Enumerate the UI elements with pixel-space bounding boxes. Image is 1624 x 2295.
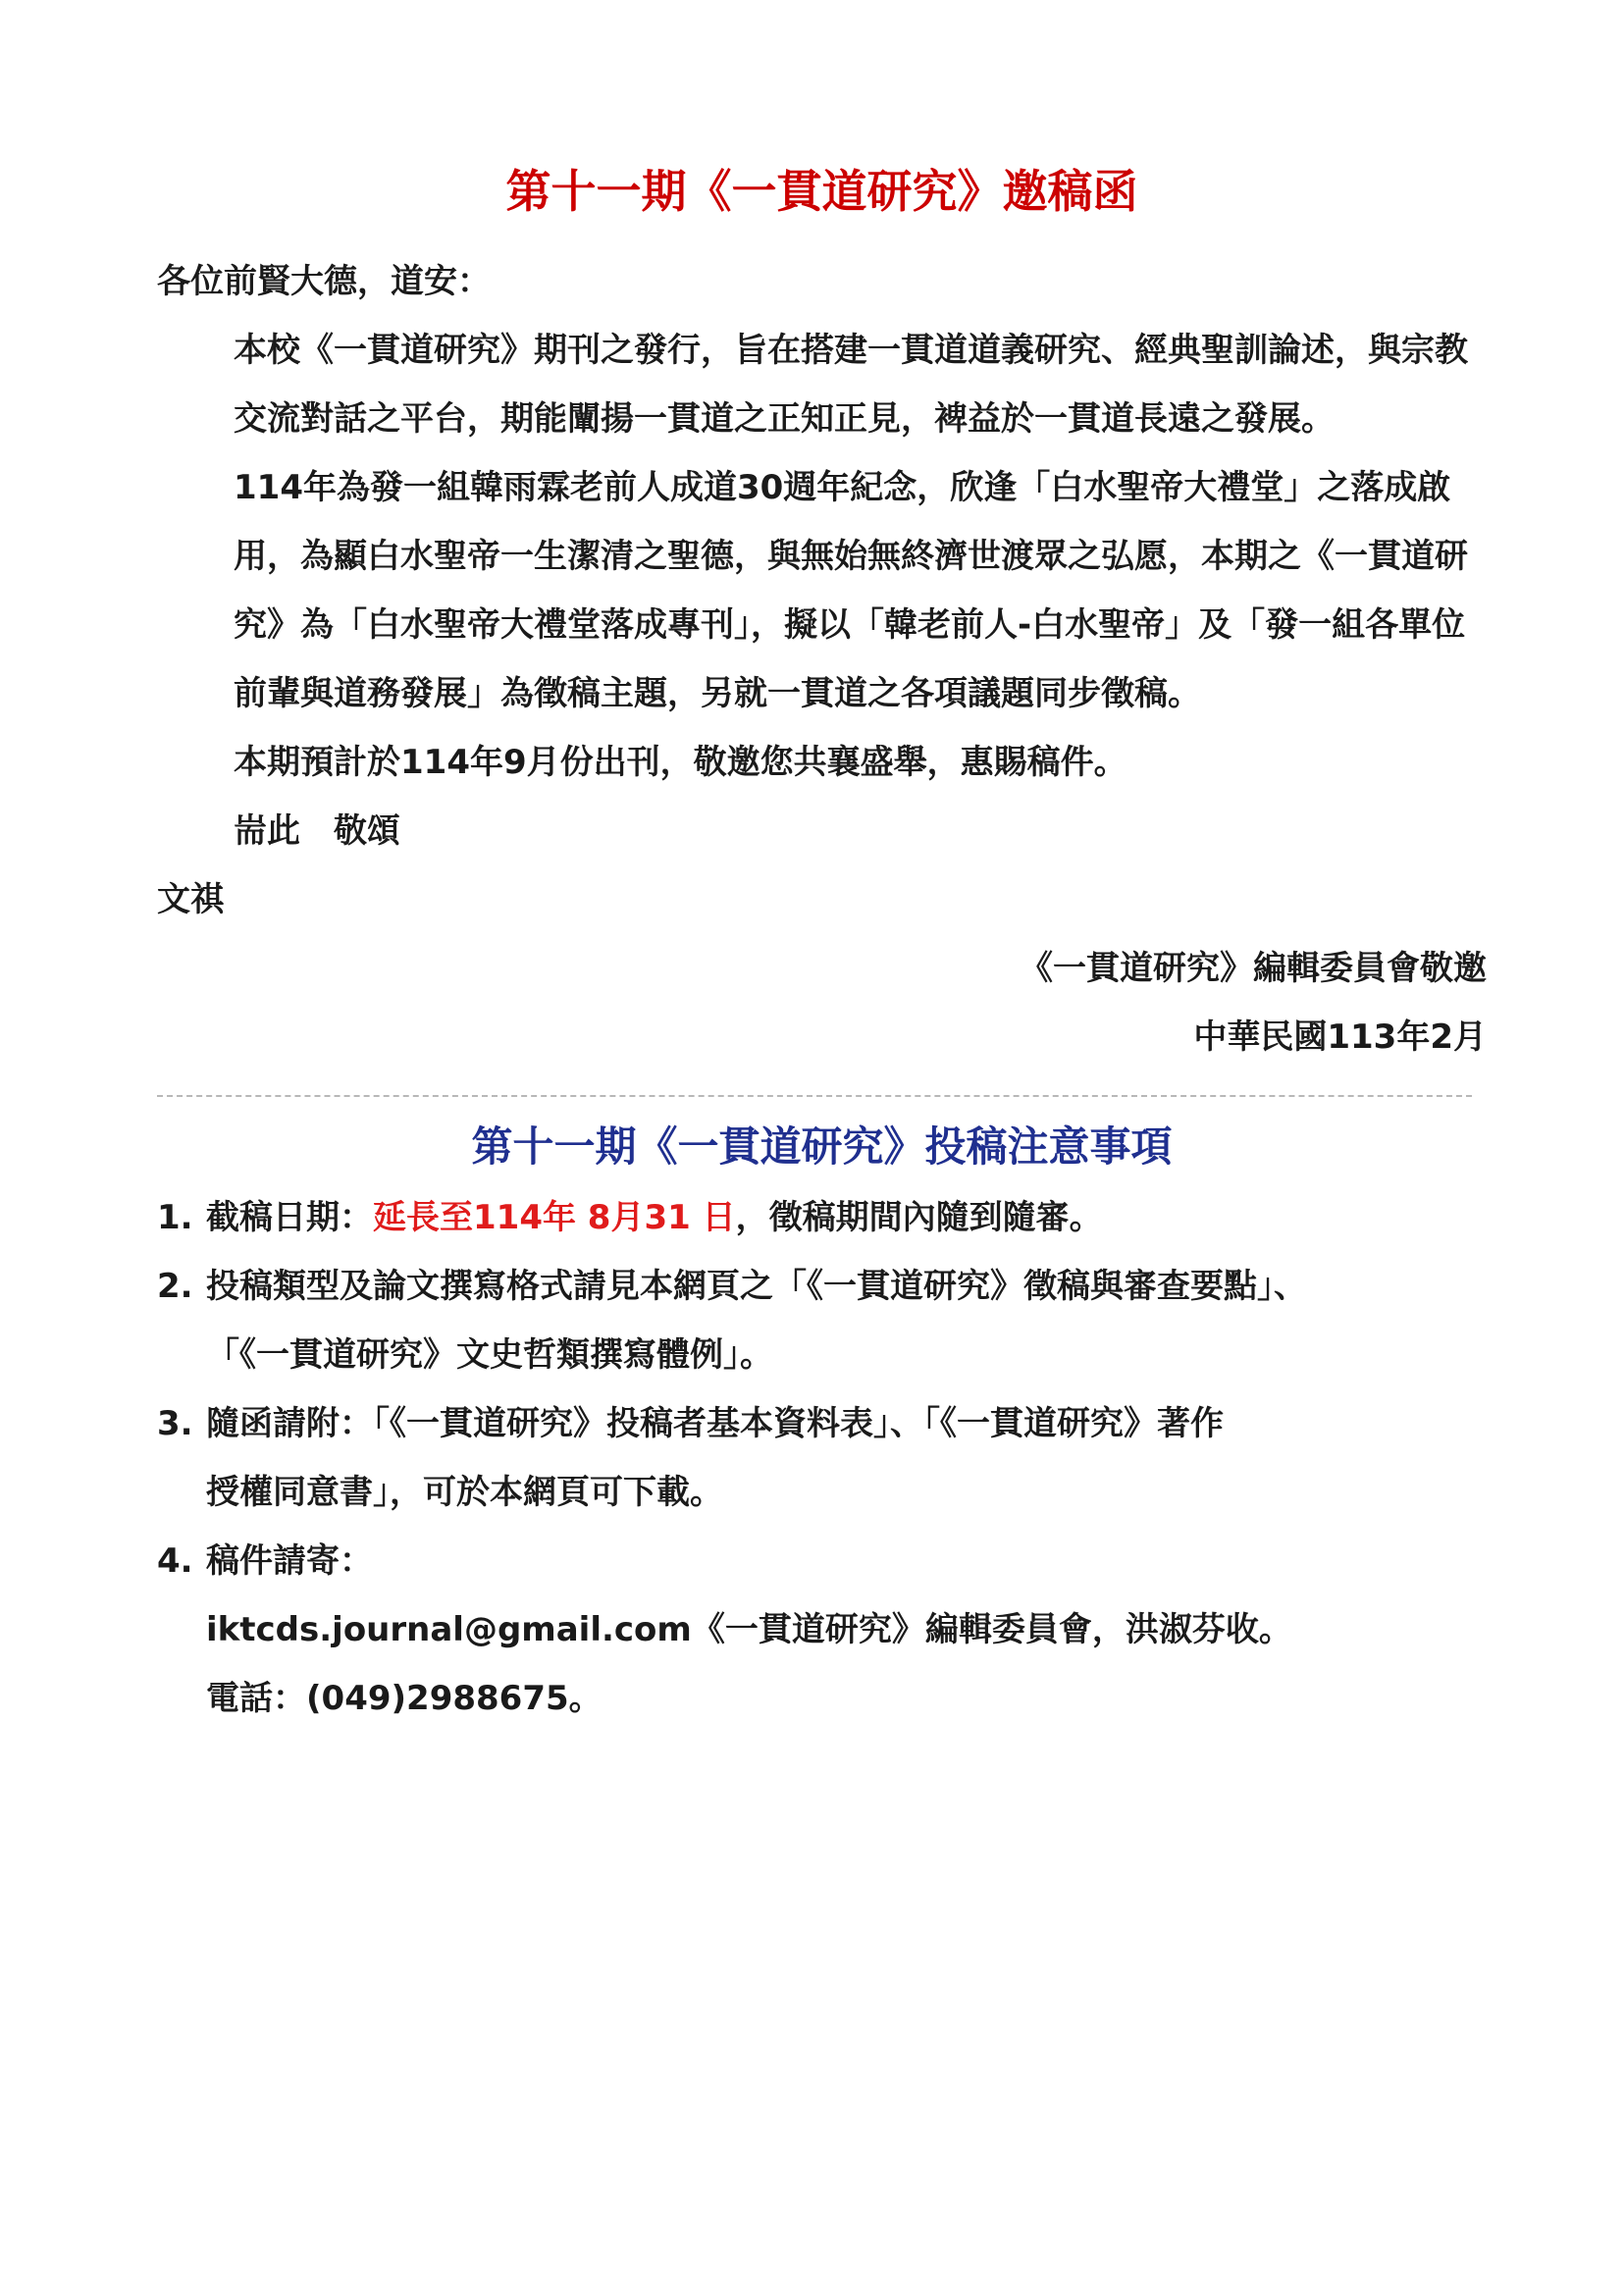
paragraph-purpose: 本校《一貫道研究》期刊之發行，旨在搭建一貫道道義研究、經典聖訓論述，與宗教交流對話之平台，期能闡揚一貫道之正知正見，裨益於一貫道長遠之發展。 — [234, 331, 1468, 439]
submission-contact: iktcds.journal@gmail.com《一貫道研究》編輯委員會，洪淑芬收。 — [206, 1610, 1292, 1649]
salutation: 各位前賢大德，道安： — [157, 262, 491, 301]
submission-label: 稿件請寄： — [206, 1541, 373, 1581]
letter-date: 中華民國113年2月 — [1193, 1017, 1487, 1057]
closing-phrase: 耑此 敬頌 — [234, 811, 400, 851]
item-number: 1. — [157, 1198, 193, 1237]
notes-title: 第十一期《一貫道研究》投稿注意事項 — [471, 1122, 1173, 1171]
notes-item-attachments — [157, 1389, 1487, 1527]
paragraph-schedule: 本期預計於114年9月份出刊，敬邀您共襄盛舉，惠賜稿件。 — [234, 743, 1127, 782]
deadline-highlight: 延長至114年 8月31 日 — [373, 1198, 736, 1237]
item-number: 3. — [157, 1404, 193, 1443]
attachments-line-1: 隨函請附：「《一貫道研究》投稿者基本資料表」、「《一貫道研究》著作 — [206, 1404, 1224, 1443]
notes-item-deadline — [157, 1183, 1487, 1252]
closing-blessing: 文祺 — [157, 880, 224, 919]
dashed-divider — [157, 1095, 1472, 1097]
invitation-title: 第十一期《一貫道研究》邀稿函 — [505, 165, 1138, 218]
deadline-rest: ，徵稿期間內隨到隨審。 — [735, 1198, 1103, 1237]
notes-item-submission — [157, 1527, 1487, 1733]
deadline-label: 截稿日期： — [206, 1198, 373, 1237]
item-number: 2. — [157, 1267, 193, 1306]
notes-item-format — [157, 1252, 1487, 1389]
item-number: 4. — [157, 1541, 193, 1581]
paragraph-theme: 114年為發一組韓雨霖老前人成道30週年紀念，欣逢「白水聖帝大禮堂」之落成啟用，為顯白水聖帝一生潔清之聖德，與無始無終濟世渡眾之弘愿，本期之《一貫道研究》為「白水聖帝大禮堂落成專刊」，擬以「韓老前人-白水聖帝」及「發一組各單位前輩與道務發展」為徵稿主題，另就一貫道之各項議題同步徵稿。 — [234, 468, 1468, 713]
submission-phone: 電話：(049)2988675。 — [206, 1679, 602, 1718]
signature: 《一貫道研究》編輯委員會敬邀 — [1020, 949, 1487, 988]
document-page — [157, 157, 1487, 1733]
format-line-1: 投稿類型及論文撰寫格式請見本網頁之「《一貫道研究》徵稿與審查要點」、 — [206, 1267, 1307, 1306]
format-line-2: 「《一貫道研究》文史哲類撰寫體例」。 — [206, 1335, 773, 1375]
attachments-line-2: 授權同意書」，可於本網頁可下載。 — [206, 1473, 723, 1512]
